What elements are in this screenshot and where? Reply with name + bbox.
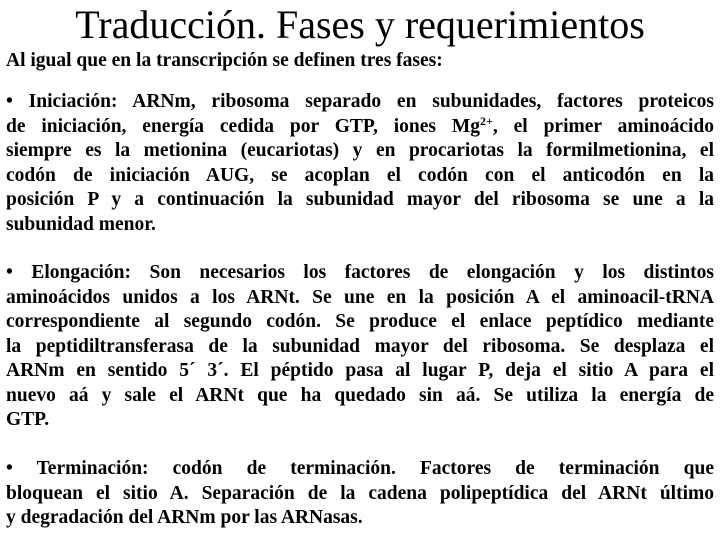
paragraph-line: bloquean el sitio A. Separación de la cadena polipeptídica del ARNt último xyxy=(6,482,714,504)
paragraph-line xyxy=(6,457,714,482)
paragraph-line: aminoácidos unidos a los ARNt. Se une en la posición A el aminoacil-tRNA xyxy=(6,286,714,308)
paragraph-line: nuevo aá y sale el ARNt que ha quedado sin aá. Se utiliza la energía de xyxy=(6,384,714,406)
paragraph-elongacion xyxy=(6,261,714,433)
paragraph-line-text: , el primer aminoácido xyxy=(492,115,715,137)
paragraph-line: subunidad menor. xyxy=(6,213,156,235)
slide-title: Traducción. Fases y requerimientos xyxy=(75,2,645,47)
paragraph-line xyxy=(6,115,714,140)
intro-text: Al igual que en la transcripción se definen tres fases: xyxy=(6,50,443,71)
paragraph-terminacion xyxy=(6,457,714,531)
bullet-marker: • xyxy=(6,262,13,283)
paragraph-line-text: Terminación: codón de terminación. Factores de terminación que xyxy=(36,458,714,479)
paragraph-iniciacion xyxy=(6,90,714,237)
paragraph-line-text: Elongación: Son necesarios los factores de elongación y los distintos xyxy=(31,262,714,283)
paragraph-line xyxy=(6,261,714,286)
paragraph-line-text: de iniciación, energía cedida por GTP, iones Mg xyxy=(6,115,481,137)
paragraph-line: siempre es la metionina (eucariotas) y en procariotas la formilmetionina, el xyxy=(6,140,714,161)
paragraph-line: y degradación del ARNm por las ARNasas. xyxy=(6,507,363,528)
paragraph-line: correspondiente al segundo codón. Se produce el enlace peptídico mediante xyxy=(6,311,714,332)
paragraph-line: GTP. xyxy=(6,409,50,430)
paragraph-line: posición P y a continuación la subunidad mayor del ribosoma se une a la xyxy=(6,189,714,210)
paragraph-line-text: Iniciación: ARNm, ribosoma separado en subunidades, factores proteicos xyxy=(28,91,714,112)
bullet-marker: • xyxy=(6,91,13,112)
paragraph-line: la peptidiltransferasa de la subunidad mayor del ribosoma. Se desplaza el xyxy=(6,335,714,357)
bullet-marker: • xyxy=(6,458,13,479)
superscript-charge: 2+ xyxy=(480,113,493,128)
paragraph-line: codón de iniciación AUG, se acoplan el codón con el anticodón en la xyxy=(6,164,714,186)
paragraph-line: ARNm en sentido 5´ 3´. El péptido pasa al lugar P, deja el sitio A para el xyxy=(6,360,714,381)
paragraph-line xyxy=(6,90,714,115)
